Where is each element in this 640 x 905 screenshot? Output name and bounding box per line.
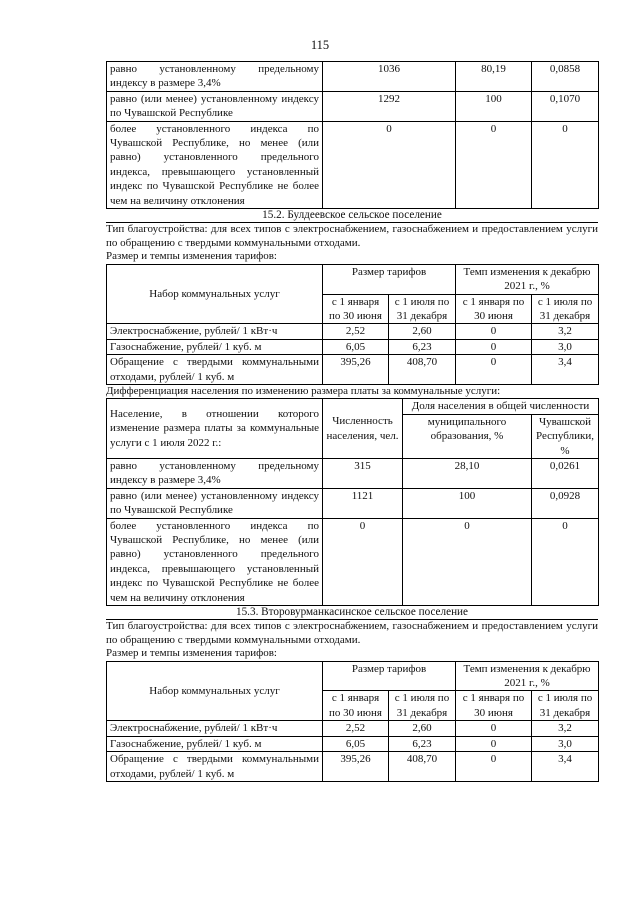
subheader: с 1 июля по 31 декабря <box>532 294 599 324</box>
table-row <box>107 458 599 488</box>
tariff-rate-header: Темп изменения к декабрю 2021 г., % <box>456 661 599 691</box>
tariff-value: 408,70 <box>389 355 456 385</box>
table-row <box>107 324 599 339</box>
table-row <box>107 91 599 121</box>
rate-value: 3,0 <box>532 339 599 354</box>
tariff-size-header: Размер тарифов <box>323 661 456 691</box>
document-body <box>106 61 598 782</box>
diff-rep: 0 <box>532 121 599 208</box>
tariff-value: 2,60 <box>389 721 456 736</box>
service-name: Обращение с твердыми коммунальными отходами, рублей/ 1 куб. м <box>107 355 323 385</box>
table-header-row <box>107 264 599 294</box>
diff-count: 1121 <box>323 488 403 518</box>
rate-value: 3,2 <box>532 721 599 736</box>
tariff-intro: Размер и темпы изменения тарифов: <box>106 647 277 660</box>
tariff-intro: Размер и темпы изменения тарифов: <box>106 250 277 263</box>
diff-label: более установленного индекса по Чувашской Республике, но менее (или равно) установленного предельного индекса, превышающего установленный индекс по Чувашской Республике не более чем на величину отклонения <box>107 518 323 605</box>
diff-label: равно установленному предельному индексу в размере 3,4% <box>107 62 323 92</box>
diff-rep: 0 <box>532 518 599 605</box>
improvement-type-text: Тип благоустройства: для всех типов с электроснабжением, газоснабжением и предоставлением услуги по обращению с твердыми коммунальными отходами. <box>106 223 598 249</box>
diff-rep: 0,0858 <box>532 62 599 92</box>
table-row <box>107 339 599 354</box>
mun-header: муниципального образования, % <box>403 414 532 458</box>
service-name: Обращение с твердыми коммунальными отходами, рублей/ 1 куб. м <box>107 752 323 782</box>
service-name: Электроснабжение, рублей/ 1 кВт·ч <box>107 721 323 736</box>
section-title: 15.3. Второвурманкасинское сельское поселение <box>106 606 598 620</box>
subheader: с 1 июля по 31 декабря <box>389 294 456 324</box>
tariff-table <box>106 661 599 782</box>
subheader: с 1 января по 30 июня <box>323 691 389 721</box>
tariff-value: 6,05 <box>323 736 389 751</box>
share-header: Доля населения в общей численности <box>403 399 599 414</box>
table-row <box>107 518 599 605</box>
service-name: Газоснабжение, рублей/ 1 куб. м <box>107 736 323 751</box>
table-header-row <box>107 661 599 691</box>
table-row <box>107 488 599 518</box>
diff-label: равно (или менее) установленному индексу по Чувашской Республике <box>107 488 323 518</box>
subheader: с 1 июля по 31 декабря <box>532 691 599 721</box>
diff-mun: 80,19 <box>456 62 532 92</box>
diff-mun: 0 <box>403 518 532 605</box>
diff-count: 0 <box>323 121 456 208</box>
table-row <box>107 355 599 385</box>
diff-table <box>106 398 599 606</box>
tariff-table <box>106 264 599 385</box>
tariff-value: 408,70 <box>389 752 456 782</box>
diff-rep: 0,0928 <box>532 488 599 518</box>
services-header: Набор коммунальных услуг <box>107 264 323 324</box>
tariff-value: 395,26 <box>323 752 389 782</box>
diff-count: 0 <box>323 518 403 605</box>
rate-value: 0 <box>456 355 532 385</box>
rate-value: 3,2 <box>532 324 599 339</box>
diff-label: более установленного индекса по Чувашской Республике, но менее (или равно) установленного предельного индекса, превышающего установленный индекс по Чувашской Республике не более чем на величину отклонения <box>107 121 323 208</box>
diff-label: равно установленному предельному индексу в размере 3,4% <box>107 458 323 488</box>
service-name: Электроснабжение, рублей/ 1 кВт·ч <box>107 324 323 339</box>
diff-rep: 0,0261 <box>532 458 599 488</box>
subheader: с 1 января по 30 июня <box>323 294 389 324</box>
diff-table-continued <box>106 61 599 209</box>
rate-value: 0 <box>456 324 532 339</box>
diff-count: 315 <box>323 458 403 488</box>
page-number: 115 <box>310 38 330 52</box>
tariff-value: 395,26 <box>323 355 389 385</box>
diff-mun: 100 <box>403 488 532 518</box>
rate-value: 0 <box>456 752 532 782</box>
diff-rep: 0,1070 <box>532 91 599 121</box>
subheader: с 1 июля по 31 декабря <box>389 691 456 721</box>
tariff-value: 6,23 <box>389 339 456 354</box>
table-row <box>107 62 599 92</box>
diff-count: 1036 <box>323 62 456 92</box>
rate-value: 3,4 <box>532 752 599 782</box>
rate-value: 3,4 <box>532 355 599 385</box>
count-header: Численность населения, чел. <box>323 399 403 459</box>
tariff-value: 6,23 <box>389 736 456 751</box>
table-row <box>107 752 599 782</box>
improvement-type-text: Тип благоустройства: для всех типов с электроснабжением, газоснабжением и предоставлением услуги по обращению с твердыми коммунальными отходами. <box>106 620 598 646</box>
diff-label: равно (или менее) установленному индексу по Чувашской Республике <box>107 91 323 121</box>
rep-header: Чувашской Республики, % <box>532 414 599 458</box>
services-header: Набор коммунальных услуг <box>107 661 323 721</box>
table-row <box>107 736 599 751</box>
rate-value: 0 <box>456 721 532 736</box>
rate-value: 3,0 <box>532 736 599 751</box>
diff-intro: Дифференциация населения по изменению размера платы за коммунальные услуги: <box>106 384 501 397</box>
tariff-size-header: Размер тарифов <box>323 264 456 294</box>
table-row <box>107 721 599 736</box>
section-title: 15.2. Булдеевское сельское поселение <box>106 209 598 223</box>
tariff-value: 2,52 <box>323 721 389 736</box>
service-name: Газоснабжение, рублей/ 1 куб. м <box>107 339 323 354</box>
diff-mun: 0 <box>456 121 532 208</box>
subheader: с 1 января по 30 июня <box>456 691 532 721</box>
tariff-rate-header: Темп изменения к декабрю 2021 г., % <box>456 264 599 294</box>
table-header-row <box>107 399 599 414</box>
tariff-value: 2,60 <box>389 324 456 339</box>
subheader: с 1 января по 30 июня <box>456 294 532 324</box>
tariff-value: 6,05 <box>323 339 389 354</box>
tariff-value: 2,52 <box>323 324 389 339</box>
population-header: Население, в отношении которого изменение размера платы за коммунальные услуги с 1 июля 2022 г.: <box>107 399 323 459</box>
table-row <box>107 121 599 208</box>
rate-value: 0 <box>456 339 532 354</box>
diff-mun: 28,10 <box>403 458 532 488</box>
rate-value: 0 <box>456 736 532 751</box>
diff-count: 1292 <box>323 91 456 121</box>
diff-mun: 100 <box>456 91 532 121</box>
